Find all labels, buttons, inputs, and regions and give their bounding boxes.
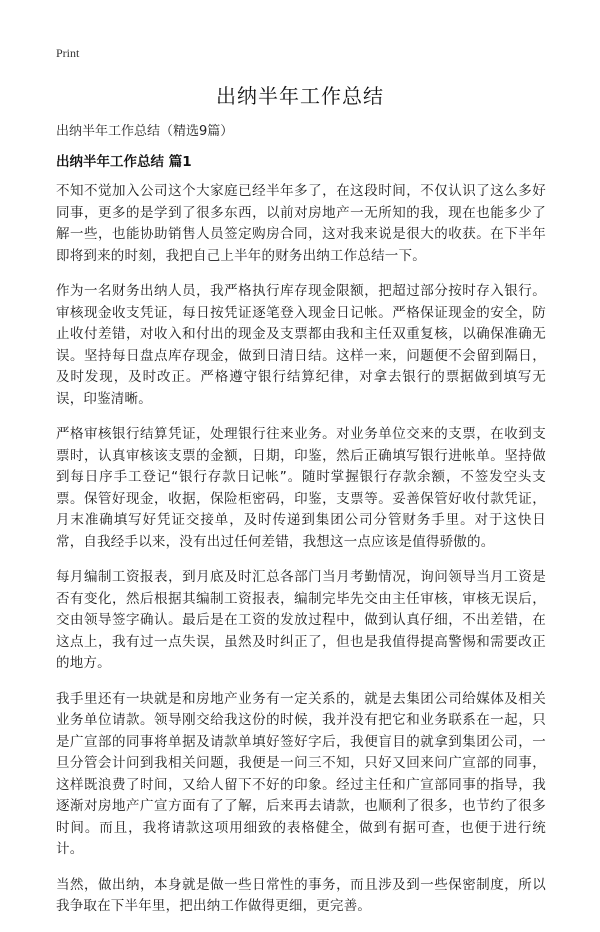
paragraph: 作为一名财务出纳人员，我严格执行库存现金限额，把超过部分按时存入银行。审核现金收支凭证，每日按凭证逐笔登入现金日记帐。严格保证现金的安全，防止收付差错，对收入和付出的现金及支票都由我和主任双重复核，以确保准确无误。坚持每日盘点库存现金，做到日清日结。这样一来，问题便不会留到隔日，及时发现，及时改正。严格遵守银行结算纪律，对拿去银行的票据做到填写无误，印鉴清晰。 [56,283,546,407]
document-subtitle: 出纳半年工作总结（精选9篇） [56,124,234,139]
section-heading: 出纳半年工作总结 篇1 [56,154,192,170]
paragraph: 当然，做出纳，本身就是做一些日常性的事务，而且涉及到一些保密制度，所以我争取在下半年里，把出纳工作做得更细，更完善。 [56,876,546,914]
page-title: 出纳半年工作总结 [216,84,384,108]
paragraph: 严格审核银行结算凭证，处理银行往来业务。对业务单位交来的支票，在收到支票时，认真审核该支票的金额，日期，印鉴，然后正确填写银行进帐单。坚持做到每日序手工登记“银行存款日记帐”。随时掌握银行存款余额，不签发空头支票。保管好现金，收据，保险柜密码，印鉴，支票等。妥善保管好收付款凭证，月末准确填写好凭证交接单，及时传递到集团公司分管财务手里。对于这快日常，自我经手以来，没有出过任何差错，我想这一点应该是值得骄傲的。 [56,426,546,550]
article-body [56,181,546,932]
print-link[interactable]: Print [56,46,80,60]
paragraph: 不知不觉加入公司这个大家庭已经半年多了，在这段时间，不仅认识了这么多好同事，更多的是学到了很多东西，以前对房地产一无所知的我，现在也能多少了解一些，也能协助销售人员签定购房合同，这对我来说是很大的收获。在下半年即将到来的时刻，我把自己上半年的财务出纳工作总结一下。 [56,183,546,264]
paragraph: 每月编制工资报表，到月底及时汇总各部门当月考勤情况，询问领导当月工资是否有变化，然后根据其编制工资报表，编制完毕先交由主任审核，审核无误后，交由领导签字确认。最后是在工资的发放过程中，做到认真仔细，不出差错，在这点上，我有过一点失误，虽然及时纠正了，但也是我值得提高警惕和需要改正的地方。 [56,569,546,671]
paragraph: 我手里还有一块就是和房地产业务有一定关系的，就是去集团公司给媒体及相关业务单位请款。领导刚交给我这份的时候，我并没有把它和业务联系在一起，只是广宣部的同事将单据及请款单填好签好字后，我便盲目的就拿到集团公司，一旦分管会计问到我相关问题，我便是一问三不知，只好又回来问广宣部的同事，这样既浪费了时间，又给人留下不好的印象。经过主任和广宣部同事的指导，我逐渐对房地产广宣方面有了了解，后来再去请款，也顺利了很多，也节约了很多时间。而且，我将请款这项用细致的表格健全，做到有据可查，也便于进行统计。 [56,690,546,857]
